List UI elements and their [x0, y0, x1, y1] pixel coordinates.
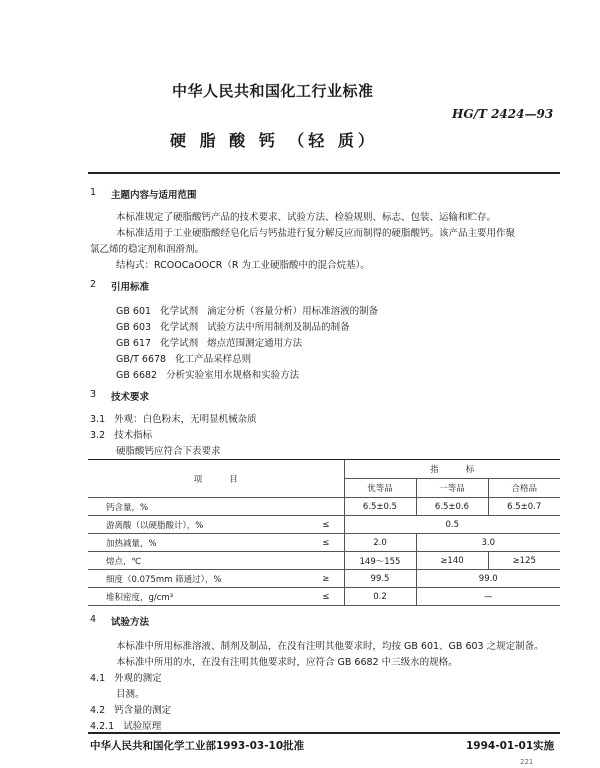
- section-1-title: 主题内容与适用范围: [111, 190, 197, 201]
- section-2-title: 引用标准: [111, 282, 150, 293]
- footer-rule: [88, 732, 560, 734]
- clause-4-2: 4.2 钙含量的测定: [90, 705, 172, 716]
- reference-item: GB/T 6678 化工产品采样总则: [116, 354, 252, 365]
- section-1-paragraph-2b: 氯乙烯的稳定剂和润滑剂。: [90, 244, 205, 255]
- row-symbol: [308, 498, 344, 516]
- cell-value: 99.0: [416, 570, 560, 588]
- table-row: [88, 552, 560, 570]
- standard-code: HG/T 2424—93: [452, 107, 554, 121]
- section-1-paragraph-2a: 本标准适用于工业硬脂酸经皂化后与钙盐进行复分解反应而制得的硬脂酸钙。该产品主要用作聚: [116, 228, 516, 239]
- effective-date: 1994-01-01实施: [466, 740, 555, 752]
- reference-item: GB 601 化学试剂 滴定分析（容量分析）用标准溶液的制备: [116, 306, 379, 317]
- row-symbol: [308, 552, 344, 570]
- section-4-number: 4: [90, 614, 97, 625]
- grade-header: 优等品: [344, 479, 416, 498]
- standard-org: 中华人民共和国化工行业标准: [172, 82, 374, 100]
- cell-value: 6.5±0.5: [344, 498, 416, 516]
- section-4-paragraph-2: 本标准中所用的水，在没有注明其他要求时，应符合 GB 6682 中三级水的规格。: [116, 657, 458, 668]
- specification-table: [88, 460, 560, 606]
- reference-item: GB 617 化学试剂 熔点范围测定通用方法: [116, 338, 303, 349]
- table-row: [88, 534, 560, 552]
- grade-header: 合格品: [488, 479, 560, 498]
- section-2-number: 2: [90, 279, 97, 290]
- reference-item: GB 6682 分析实验室用水规格和实验方法: [116, 370, 300, 381]
- table-row: [88, 498, 560, 516]
- section-3-number: 3: [90, 389, 97, 400]
- grade-header: 一等品: [416, 479, 488, 498]
- row-symbol: ≤: [308, 588, 344, 606]
- section-1-paragraph-1: 本标准规定了硬脂酸钙产品的技术要求、试验方法、检验规则、标志、包装、运输和贮存。: [116, 212, 497, 223]
- approval-note: 中华人民共和国化学工业部1993-03-10批准: [90, 740, 305, 752]
- table-caption: 硬脂酸钙应符合下表要求: [116, 446, 221, 457]
- row-symbol: ≤: [308, 534, 344, 552]
- row-name: 加热减量，%: [88, 534, 308, 552]
- table-row: [88, 588, 560, 606]
- cell-value: 2.0: [344, 534, 416, 552]
- clause-4-1-text: 目测。: [116, 689, 145, 700]
- clause-4-2-1: 4.2.1 试验原理: [90, 721, 162, 732]
- row-symbol: ≤: [308, 516, 344, 534]
- document-title: 硬 脂 酸 钙 （轻 质）: [170, 131, 378, 150]
- section-1-formula: 结构式：RCOOCaOOCR（R 为工业硬脂酸中的混合烷基）。: [116, 260, 370, 271]
- row-name: 熔点，℃: [88, 552, 308, 570]
- cell-value: 3.0: [416, 534, 560, 552]
- cell-value: ≥140: [416, 552, 488, 570]
- cell-value: 149～155: [344, 552, 416, 570]
- cell-value: 0.2: [344, 588, 416, 606]
- section-4-paragraph-1: 本标准中所用标准溶液、制剂及制品，在没有注明其他要求时，均按 GB 601、GB 603 之规定制备。: [116, 641, 544, 652]
- page-number: 221: [520, 758, 534, 766]
- section-4-title: 试验方法: [111, 617, 150, 628]
- table-row: [88, 516, 560, 534]
- column-header-index: 指 标: [344, 460, 560, 479]
- table-row: [88, 570, 560, 588]
- row-name: 游离酸（以硬脂酸计），%: [88, 516, 308, 534]
- clause-3-1: 3.1 外观：白色粉末，无明显机械杂质: [90, 414, 257, 425]
- header-rule: [88, 172, 560, 174]
- section-1-number: 1: [90, 187, 97, 198]
- cell-value: 6.5±0.6: [416, 498, 488, 516]
- cell-value: 6.5±0.7: [488, 498, 560, 516]
- column-header-item: 项 目: [88, 460, 344, 498]
- table-header-row: [88, 460, 560, 479]
- clause-3-2: 3.2 技术指标: [90, 430, 153, 441]
- row-name: 钙含量，%: [88, 498, 308, 516]
- row-name: 堆积密度，g/cm³: [88, 588, 308, 606]
- reference-item: GB 603 化学试剂 试验方法中所用制剂及制品的制备: [116, 322, 350, 333]
- cell-value: 99.5: [344, 570, 416, 588]
- row-name: 细度（0.075mm 筛通过），%: [88, 570, 308, 588]
- row-symbol: ≥: [308, 570, 344, 588]
- cell-value: ≥125: [488, 552, 560, 570]
- cell-value: 0.5: [344, 516, 560, 534]
- clause-4-1: 4.1 外观的测定: [90, 673, 162, 684]
- section-3-title: 技术要求: [111, 392, 150, 403]
- cell-value: —: [416, 588, 560, 606]
